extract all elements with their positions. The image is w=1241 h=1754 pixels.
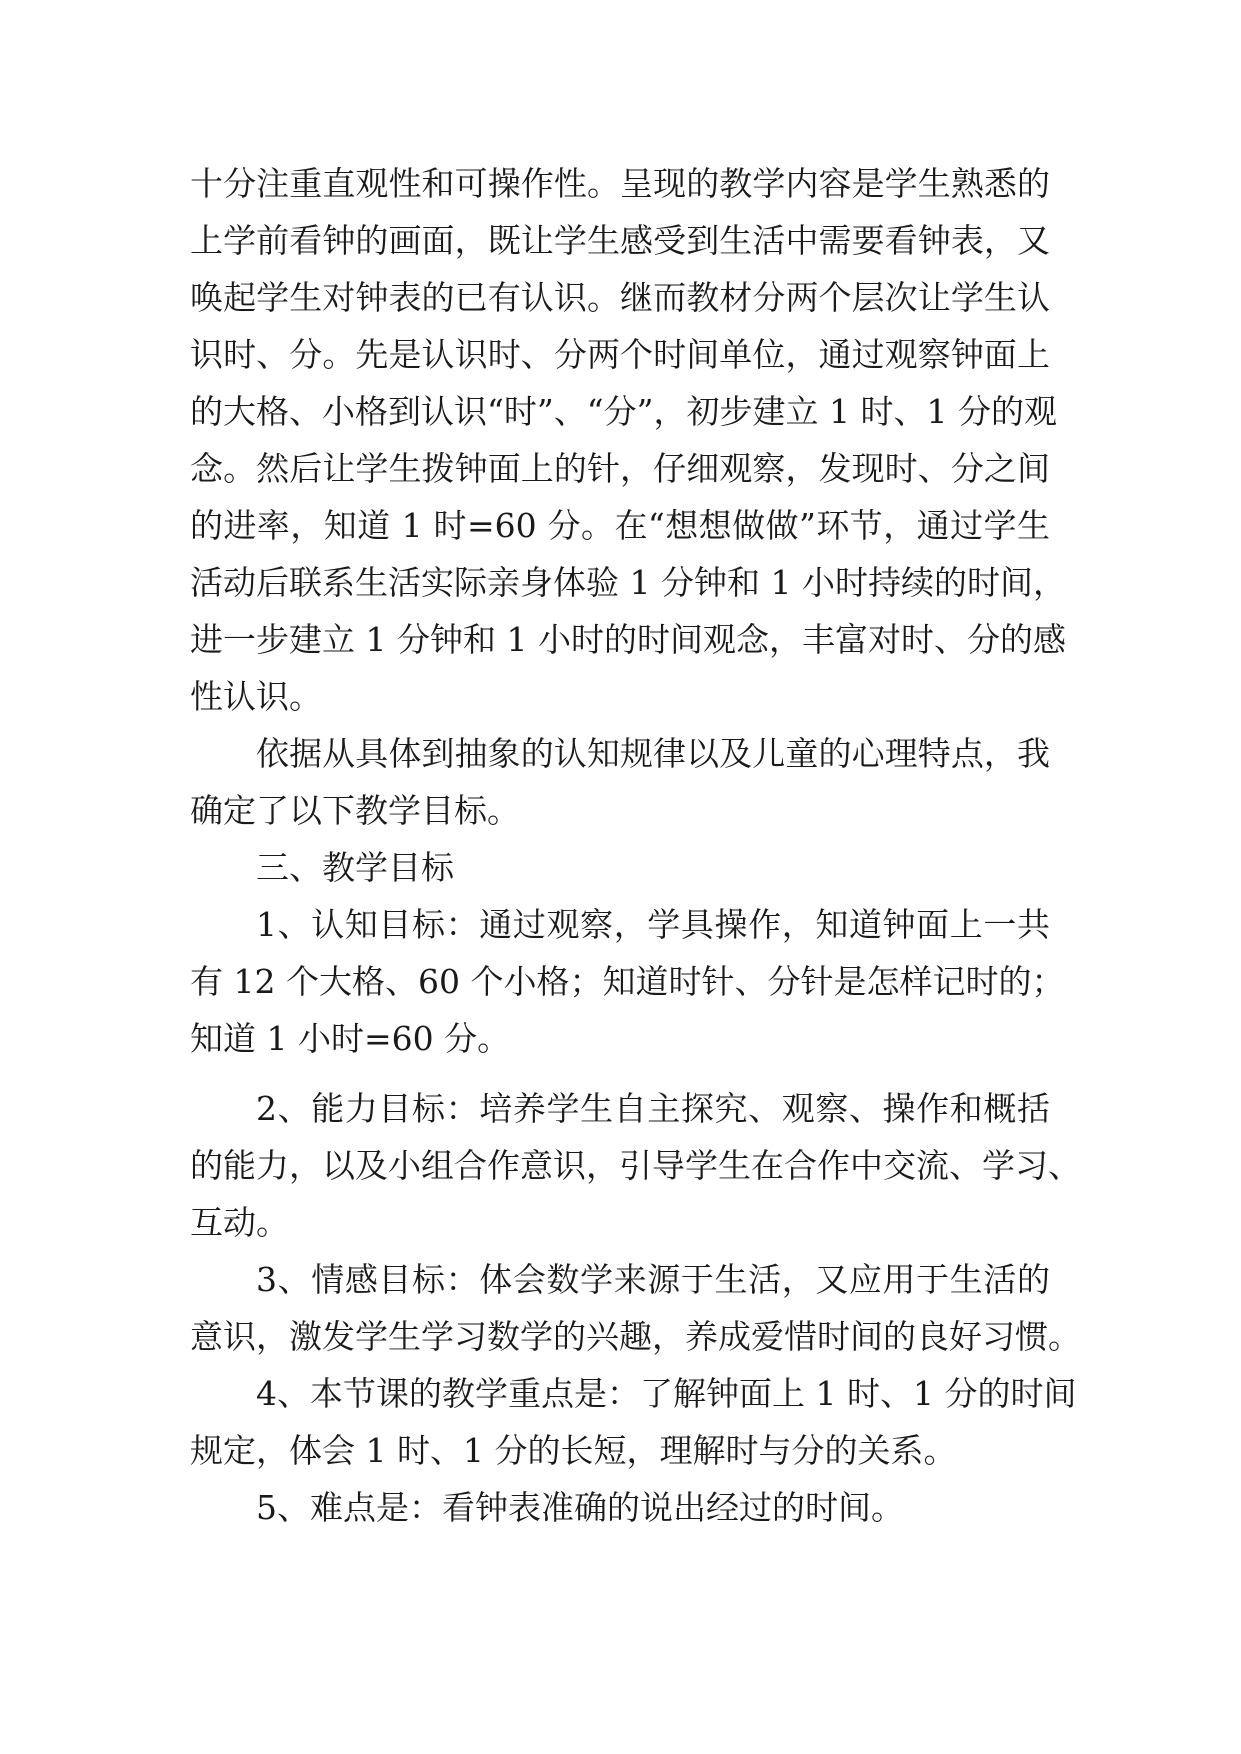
paragraph-line: 活动后联系生活实际亲身体验 1 分钟和 1 小时持续的时间， bbox=[190, 563, 1066, 602]
paragraph-line: 3、情感目标：体会数学来源于生活，又应用于生活的 bbox=[256, 1260, 1050, 1299]
paragraph-line: 确定了以下教学目标。 bbox=[190, 791, 520, 830]
paragraph-line: 的大格、小格到认识“时”、“分”，初步建立 1 时、1 分的观 bbox=[190, 392, 1057, 431]
paragraph-line: 依据从具体到抽象的认知规律以及儿童的心理特点，我 bbox=[256, 734, 1050, 773]
paragraph-line: 意识，激发学生学习数学的兴趣，养成爱惜时间的良好习惯。 bbox=[190, 1317, 1081, 1356]
paragraph-line: 4、本节课的教学重点是：了解钟面上 1 时、1 分的时间 bbox=[256, 1374, 1077, 1413]
paragraph-line: 念。然后让学生拨钟面上的针，仔细观察，发现时、分之间 bbox=[190, 449, 1050, 488]
paragraph-line: 十分注重直观性和可操作性。呈现的教学内容是学生熟悉的 bbox=[190, 164, 1050, 203]
paragraph-line: 进一步建立 1 分钟和 1 小时的时间观念，丰富对时、分的感 bbox=[190, 620, 1066, 659]
paragraph-line: 规定，体会 1 时、1 分的长短，理解时与分的关系。 bbox=[190, 1431, 957, 1470]
paragraph-line: 有 12 个大格、60 个小格；知道时针、分针是怎样记时的； bbox=[190, 962, 1065, 1001]
paragraph-line: 识时、分。先是认识时、分两个时间单位，通过观察钟面上 bbox=[190, 335, 1050, 374]
paragraph-line: 上学前看钟的画面，既让学生感受到生活中需要看钟表，又 bbox=[190, 221, 1050, 260]
paragraph-line: 性认识。 bbox=[190, 677, 322, 716]
paragraph-line: 的进率，知道 1 时=60 分。在“想想做做”环节，通过学生 bbox=[190, 506, 1050, 545]
paragraph-line: 5、难点是：看钟表准确的说出经过的时间。 bbox=[256, 1488, 904, 1527]
paragraph-line: 知道 1 小时=60 分。 bbox=[190, 1019, 511, 1058]
paragraph-line: 互动。 bbox=[190, 1203, 289, 1242]
section-heading: 三、教学目标 bbox=[256, 848, 454, 887]
paragraph-line: 唤起学生对钟表的已有认识。继而教材分两个层次让学生认 bbox=[190, 278, 1050, 317]
paragraph-line: 的能力，以及小组合作意识，引导学生在合作中交流、学习、 bbox=[190, 1146, 1081, 1185]
paragraph-line: 1、认知目标：通过观察，学具操作，知道钟面上一共 bbox=[256, 905, 1050, 944]
paragraph-line: 2、能力目标：培养学生自主探究、观察、操作和概括 bbox=[256, 1089, 1050, 1128]
